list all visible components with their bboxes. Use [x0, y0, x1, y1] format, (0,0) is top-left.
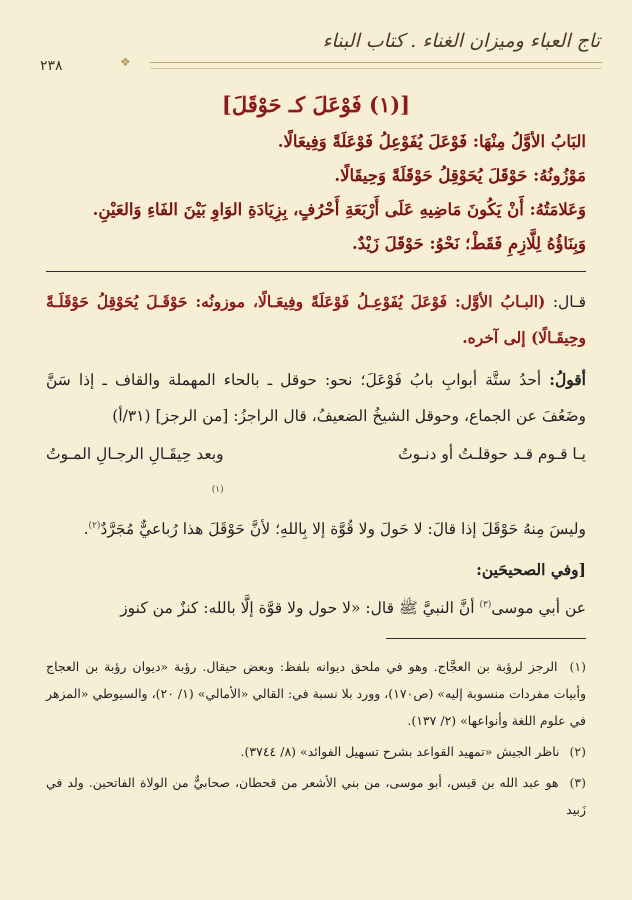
footnote-2 [46, 738, 586, 765]
aqul-text: أحدُ ستَّة أبوابِ بابُ فَوْعَلَ؛ نحو: حوقل ـ بالحاء المهملة والقاف ـ إذا سَنَّ وضَعُفَ عن الجماع، وحوقل الشيخُ الضعيفُ، قال الراجزُ: [من الرجز] (٣١/أ) [46, 371, 586, 425]
running-title: تاج العباء وميزان الغناء . كتاب البناء [322, 30, 600, 52]
qal-label: قـال: [552, 293, 586, 311]
chapter-title: [(١) فَوْعَلَ كـ حَوْقَلَ] [221, 92, 411, 117]
qal-paragraph [46, 284, 586, 356]
footnote-number: (٢) [569, 744, 586, 760]
paragraph-3: وليسَ مِنهُ حَوْقَلَ إذا قالَ: لا حَولَ ولا قُوَّة إلا بِاللهِ؛ لأنَّ حَوْقَلَ هذا رُباعيٌّ مُجَرَّدٌ$^{(٢)}$. [83, 520, 586, 539]
footnote-3 [46, 769, 586, 823]
poetry-verse [46, 436, 586, 508]
qal-quote: (البـابُ الأوَّل: فَوْعَلَ يُفَوْعِـلُ فَوْعَلَةً وفِيعَـالًا، موزونُه: حَوْقَـلَ يُحَوْقِلُ حَوْقَلَـةً وحِيقَـالًا) إلى آخره. [46, 292, 586, 347]
paragraph-3-text: وليسَ مِنهُ حَوْقَلَ إذا قالَ: لا حَولَ ولا قُوَّة إلا بِاللهِ؛ لأنَّ حَوْقَلَ هذا رُباعيٌّ مُجَرَّدٌ [100, 520, 586, 539]
footnote-text: ناظر الجيش «تمهيد القواعد بشرح تسهيل الفوائد» (٨/ ٣٧٤٤). [240, 744, 560, 760]
verse-first-hemistich: يـا قـوم قـد حوقلـتُ أو دنـوتُ [398, 445, 586, 463]
page-content [46, 92, 586, 823]
footnote-number: (٣) [569, 775, 586, 791]
section-divider [46, 271, 586, 272]
verse-second-hemistich [46, 436, 224, 508]
paragraph-4-a: عن أبي موسى [491, 599, 586, 618]
ornament-icon: ❖ [120, 55, 131, 69]
footnote-1 [46, 653, 586, 734]
matn-line-4: وَبِنَاؤُهُ لِلَّازِمِ فَقَطْ؛ نَحْوُ: حَوْقَلَ زَيْدٌ. [351, 234, 586, 253]
footnote-rule [386, 638, 586, 639]
header-rule-secondary [150, 68, 602, 69]
paragraph-4-b: أنَّ النبيَّ ﷺ قال: «لا حول ولا قوَّة إلَّا بالله: كنزٌ من كنوز [120, 599, 475, 618]
footnote-ref[interactable]: (٢) [88, 521, 101, 531]
verse-second-text: وبعد حِيقَـالِ الرجـالِ المـوتُ [46, 445, 224, 463]
page-number: ٢٣٨ [40, 58, 63, 74]
matn-line-3: وَعَلامَتُهُ: أَنْ يَكُونَ مَاضِيهِ عَلَى أَرْبَعَةِ أَحْرُفٍ، بِزِيَادَةِ الوَاوِ بَيْنَ الفَاءِ وَالعَيْنِ. [92, 200, 586, 219]
header-rule [150, 62, 602, 63]
aqul-label: أقولُ: [549, 370, 586, 389]
footnote-ref[interactable]: (١) [211, 485, 224, 495]
footnote-ref[interactable]: (٣) [479, 600, 492, 611]
subheading: [وفي الصحيحَين: [476, 560, 586, 580]
footnote-text: الرجز لرؤبة بن العجَّاج. وهو في ملحق ديوانه بلفظ: وبعض حيقال. رؤبة «ديوان رؤبة بن العجاج وأبيات مفردات منسوبة إليه» (ص١٧٠)، وورد بلا نسبة في: القالي «الأمالي» (١/ ٢٠)، والسيوطي «المزهر في علوم اللغة وأنواعها» (٢/ ١٣٧). [46, 659, 586, 729]
page-header [30, 28, 602, 74]
aqul-paragraph [46, 362, 586, 434]
footnote-text: هو عبد الله بن قيس، أبو موسى، من بني الأشعر من قحطان، صحابيٌّ من الولاة الفاتحين. ولد في زَبيد [46, 775, 586, 818]
paragraph-4 [46, 587, 586, 626]
matn-line-1: البَابُ الأوَّلُ مِنْهَا: فَوْعَلَ يُفَوْعِلُ فَوْعَلَةً وَفِيعَالًا. [277, 132, 586, 151]
footnote-number: (١) [569, 659, 586, 675]
matn-line-2: مَوْزُونُهُ: حَوْقَلَ يُحَوْقِلُ حَوْقَلَةً وَحِيقَالًا. [334, 166, 586, 185]
